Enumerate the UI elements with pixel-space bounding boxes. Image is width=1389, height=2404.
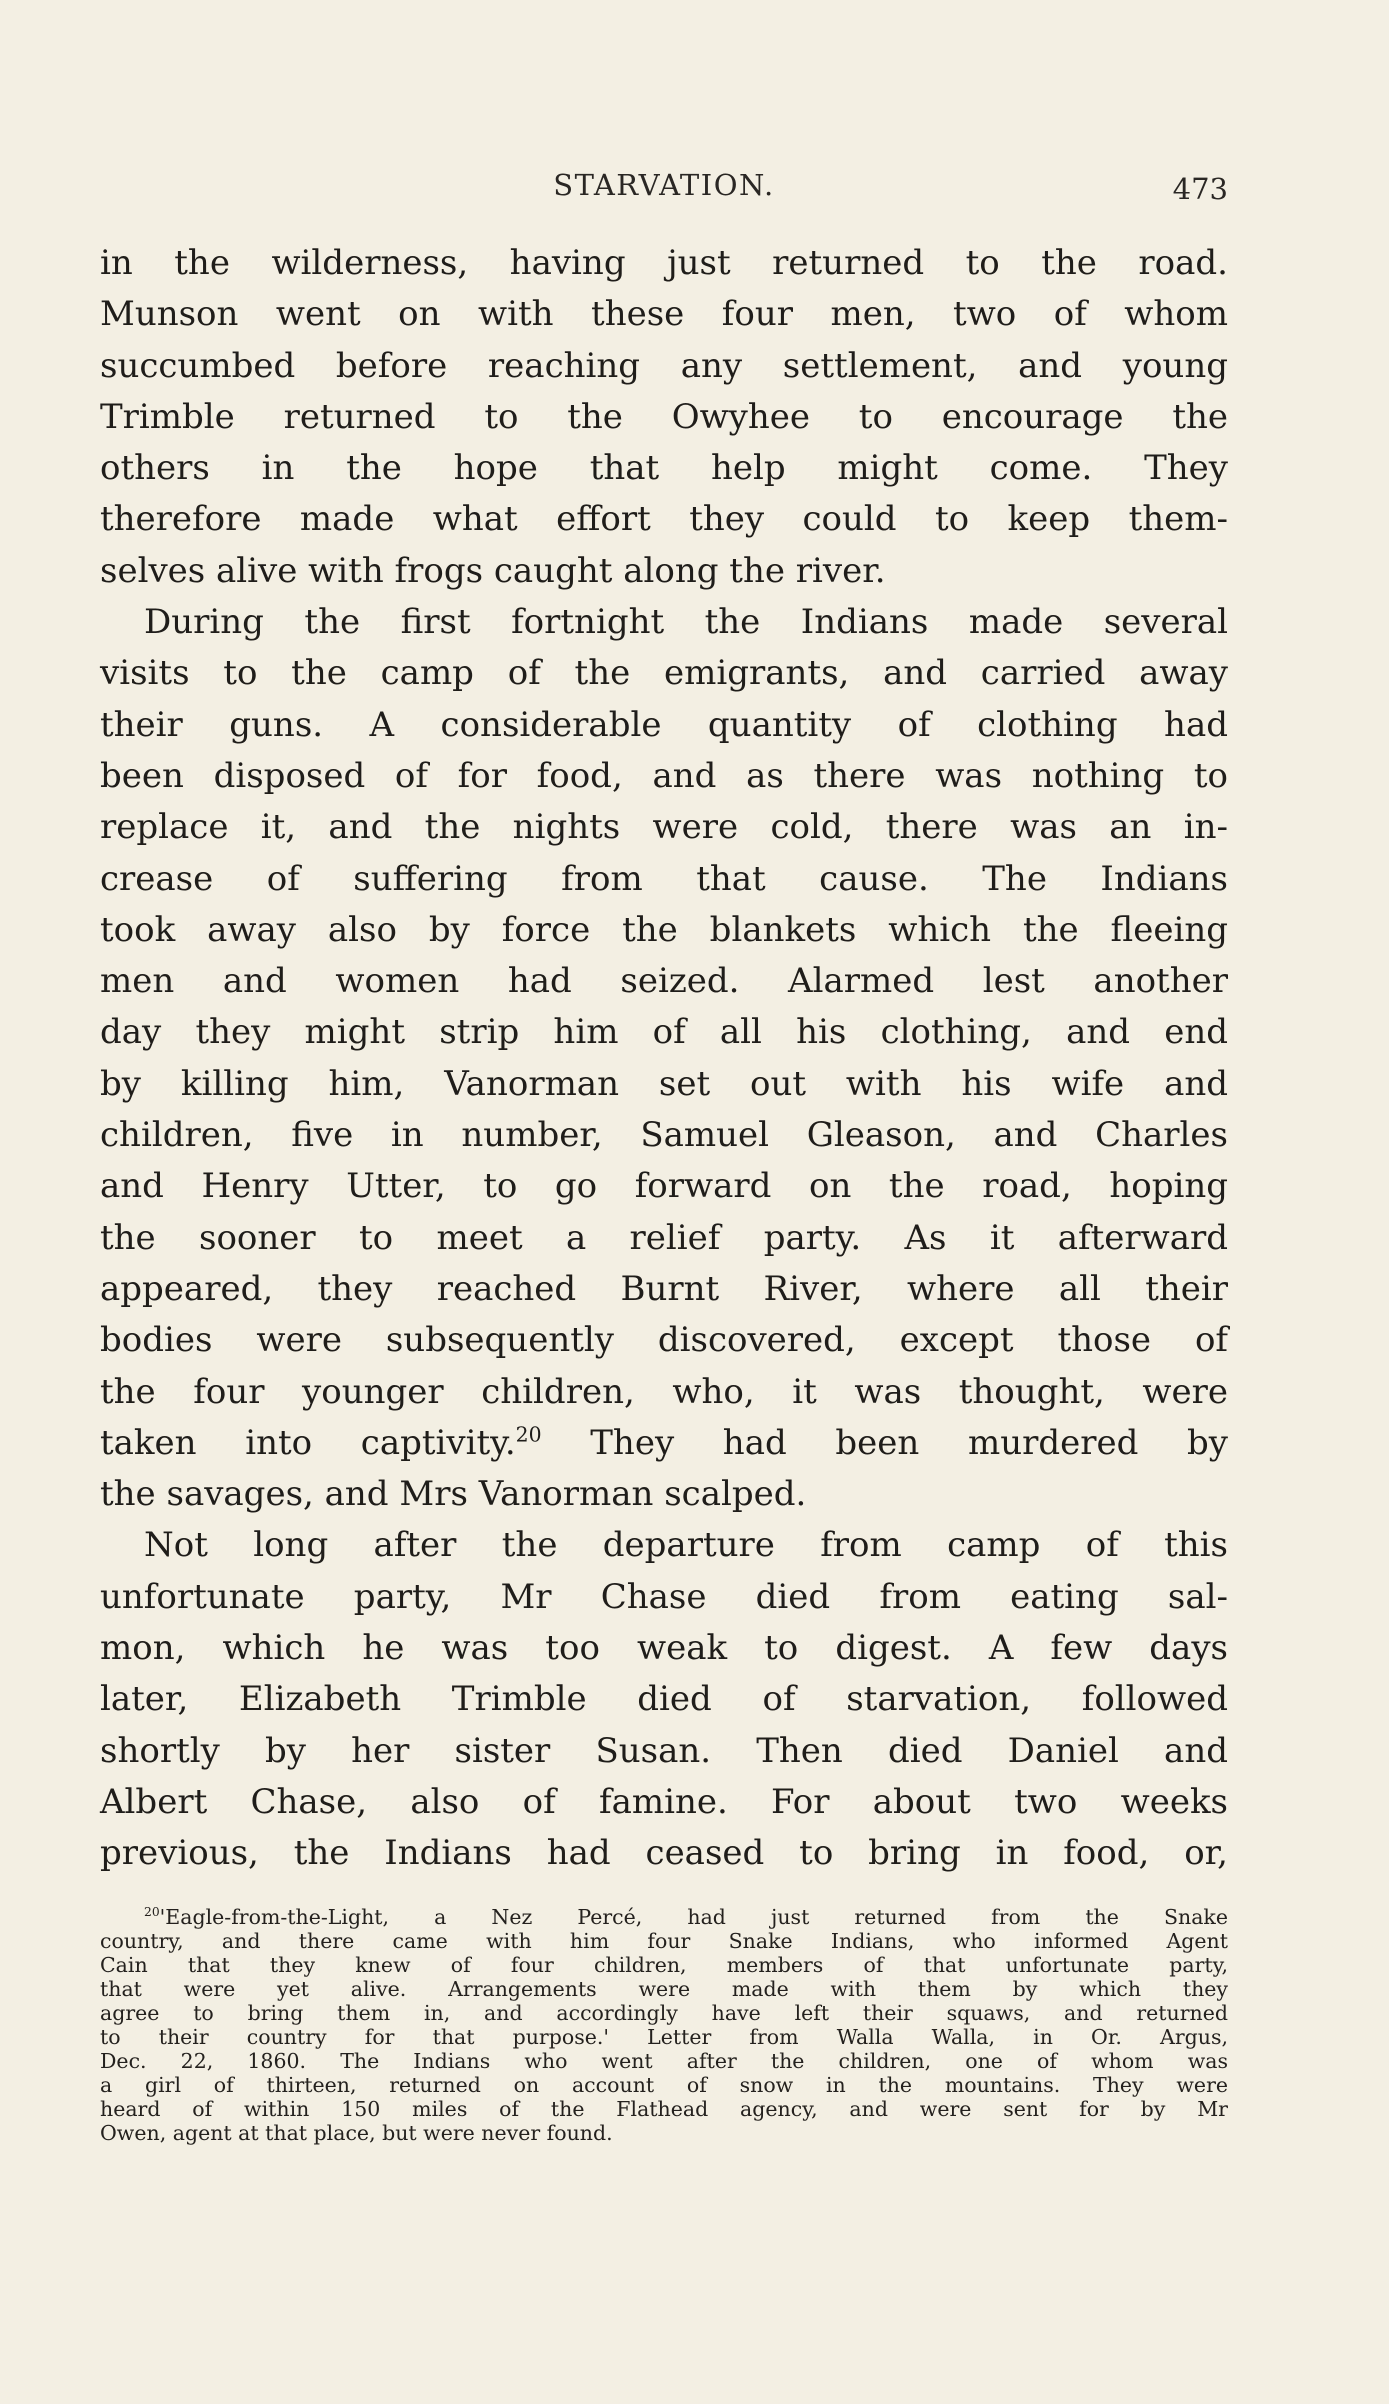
body-line: selves alive with frogs caught along the river. <box>100 550 886 591</box>
page-number: 473 <box>1172 172 1228 206</box>
body-line: Munson went on with these four men, two of whom <box>100 294 1228 335</box>
body-line: Trimble returned to the Owyhee to encourage the <box>100 396 1228 437</box>
footnote-line: Owen, agent at that place, but were never found. <box>100 2121 613 2145</box>
running-title: STARVATION. <box>553 168 775 202</box>
body-line: appeared, they reached Burnt River, where all their <box>100 1268 1228 1309</box>
body-line: Albert Chase, also of famine. For about two weeks <box>100 1781 1228 1822</box>
footnote-line: a girl of thirteen, returned on account of snow in the mountains. They were <box>100 2073 1228 2097</box>
footnote-reference[interactable]: 20 <box>515 1422 542 1447</box>
footnote-marker: 20 <box>144 1905 160 1920</box>
body-line-text: They had been murdered by <box>541 1422 1229 1463</box>
body-line: men and women had seized. Alarmed lest another <box>100 961 1228 1002</box>
body-line: visits to the camp of the emigrants, and carried away <box>100 653 1228 694</box>
footnote-line <box>100 1905 1228 1929</box>
body-line: and Henry Utter, to go forward on the road, hoping <box>100 1166 1228 1207</box>
body-line: the savages, and Mrs Vanorman scalped. <box>100 1474 807 1515</box>
body-line: the sooner to meet a relief party. As it afterward <box>100 1217 1228 1258</box>
footnote-line: heard of within 150 miles of the Flathead agency, and were sent for by Mr <box>100 2097 1228 2121</box>
footnote-line: country, and there came with him four Snake Indians, who informed Agent <box>100 1929 1228 1953</box>
body-line: the four younger children, who, it was thought, were <box>100 1371 1228 1412</box>
body-line: been disposed of for food, and as there was nothing to <box>100 755 1228 796</box>
running-head <box>100 168 1228 208</box>
footnote-line: that were yet alive. Arrangements were made with them by which they <box>100 1977 1228 2001</box>
body-line-text: taken into captivity. <box>100 1422 516 1463</box>
body-line: succumbed before reaching any settlement, and young <box>100 345 1228 386</box>
body-line: therefore made what effort they could to keep them- <box>100 499 1228 540</box>
body-line: day they might strip him of all his clothing, and end <box>100 1012 1228 1053</box>
body-line-with-footnote <box>100 1418 1228 1469</box>
body-line: shortly by her sister Susan. Then died Daniel and <box>100 1730 1228 1771</box>
footnote <box>100 1905 1228 2145</box>
footnote-line: Dec. 22, 1860. The Indians who went after the children, one of whom was <box>100 2049 1228 2073</box>
body-line: crease of suffering from that cause. The Indians <box>100 858 1228 899</box>
body-line: replace it, and the nights were cold, there was an in- <box>100 807 1228 848</box>
body-line: children, five in number, Samuel Gleason, and Charles <box>100 1115 1228 1156</box>
footnote-line: to their country for that purpose.' Letter from Walla Walla, in Or. Argus, <box>100 2025 1228 2049</box>
body-line: by killing him, Vanorman set out with his wife and <box>100 1063 1228 1104</box>
body-line: bodies were subsequently discovered, except those of <box>100 1320 1228 1361</box>
body-line: took away also by force the blankets which the fleeing <box>100 909 1228 950</box>
body-line: their guns. A considerable quantity of clothing had <box>100 704 1228 745</box>
body-line: later, Elizabeth Trimble died of starvation, followed <box>100 1679 1228 1720</box>
footnote-line: agree to bring them in, and accordingly have left their squaws, and returned <box>100 2001 1228 2025</box>
body-line: unfortunate party, Mr Chase died from eating sal- <box>100 1576 1228 1617</box>
body-line: During the first fortnight the Indians made several <box>144 602 1228 643</box>
body-line: in the wilderness, having just returned to the road. <box>100 243 1228 283</box>
body-line: mon, which he was too weak to digest. A few days <box>100 1628 1228 1669</box>
body-text <box>100 238 1228 1880</box>
body-line: previous, the Indians had ceased to bring in food, or, <box>100 1833 1228 1874</box>
footnote-text: 'Eagle-from-the-Light, a Nez Percé, had just returned from the Snake <box>159 1905 1228 1929</box>
body-line: others in the hope that help might come. They <box>100 448 1228 489</box>
body-line: Not long after the departure from camp of this <box>144 1525 1228 1566</box>
footnote-line: Cain that they knew of four children, members of that unfortunate party, <box>100 1953 1228 1977</box>
